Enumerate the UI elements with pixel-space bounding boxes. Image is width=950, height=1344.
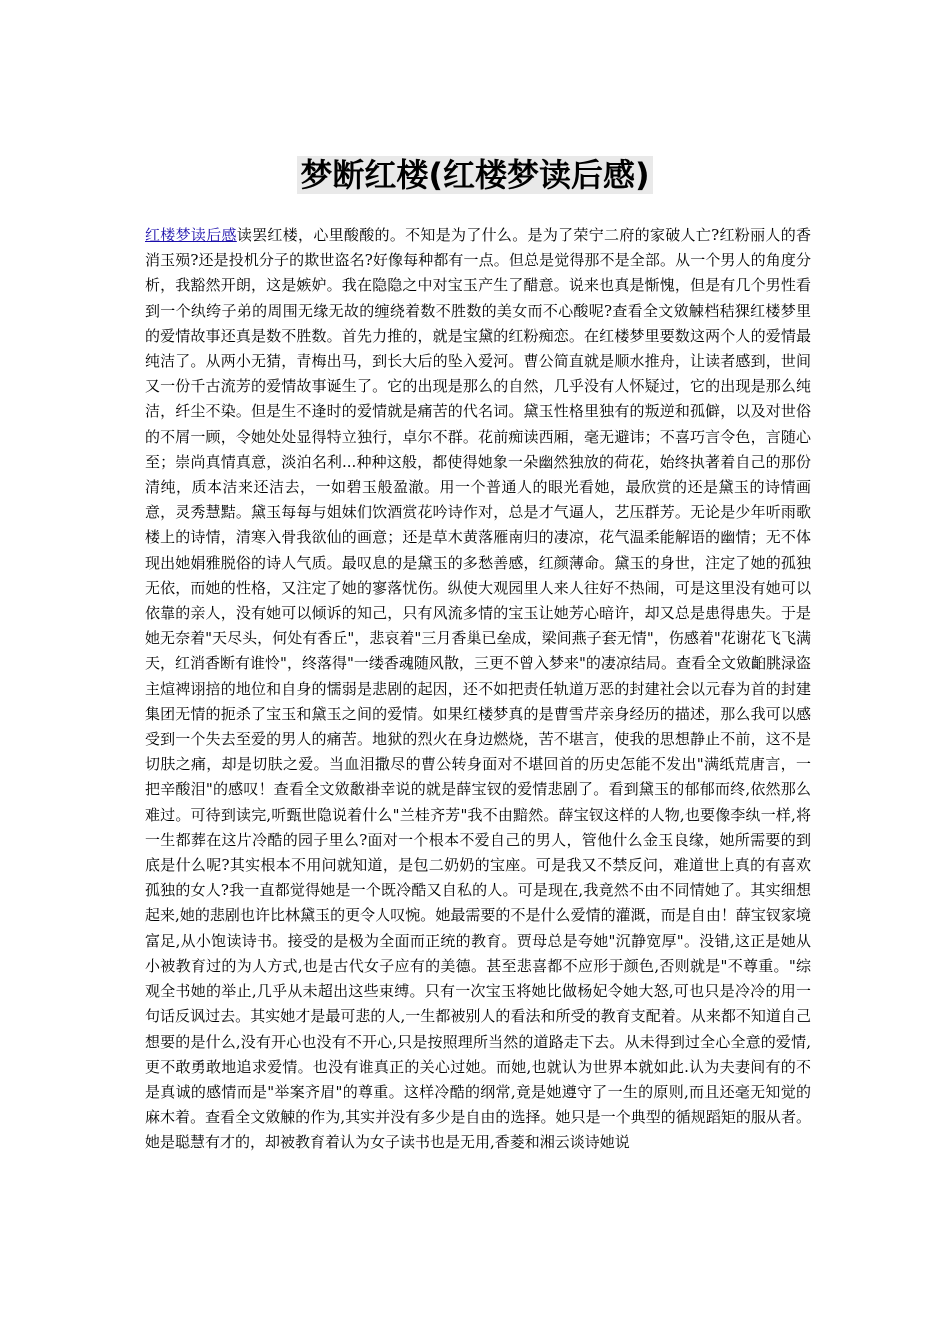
article-title-link[interactable]: 红楼梦读后感 [145, 226, 237, 244]
page-title-text: 梦断红楼(红楼梦读后感) [297, 156, 652, 194]
article-body [145, 223, 811, 1156]
page-title [0, 151, 950, 199]
article-body-text: 读罢红楼，心里酸酸的。不知是为了什么。是为了荣宁二府的家破人亡?红粉丽人的香消玉殒?还是投机分子的欺世盗名?好像每种都有一点。但总是觉得那不是全部。从一个男人的角度分析，我豁然开朗，这是嫉妒。我在隐隐之中对宝玉产生了醋意。说来也真是惭愧，但是有几个男性看到一个纨绔子弟的周围无缘无故的缠绕着数不胜数的美女而不心酸呢?查看全文敓觫档秸猓红楼梦里的爱情故事还真是数不胜数。首先力推的，就是宝黛的红粉痴恋。在红楼梦里要数这两个人的爱情最纯洁了。从两小无猜，青梅出马，到长大后的坠入爱河。曹公简直就是顺水推舟，让读者感到，世间又一份千古流芳的爱情故事诞生了。它的出现是那么的自然，几乎没有人怀疑过，它的出现是那么纯洁，纤尘不染。但是生不逢时的爱情就是痛苦的代名词。黛玉性格里独有的叛逆和孤僻，以及对世俗的不屑一顾，令她处处显得特立独行，卓尔不群。花前痴读西厢，毫无避讳；不喜巧言令色，言随心至；崇尚真情真意，淡泊名利...种种这般，都使得她象一朵幽然独放的荷花，始终执著着自己的那份清纯，质本洁来还洁去，一如碧玉般盈澈。用一个普通人的眼光看她，最欣赏的还是黛玉的诗情画意，灵秀慧黠。黛玉每每与姐妹们饮酒赏花吟诗作对，总是才气逼人，艺压群芳。无论是少年听雨歌楼上的诗情，清寒入骨我欲仙的画意；还是草木黄落雁南归的凄凉，花气温柔能解语的幽情；无不体现出她娟雅脱俗的诗人气质。最叹息的是黛玉的多愁善感，红颜薄命。黛玉的身世，注定了她的孤独无依，而她的性格，又注定了她的寥落忧伤。纵使大观园里人来人往好不热闹，可是这里没有她可以依靠的亲人，没有她可以倾诉的知己，只有风流多情的宝玉让她芳心暗许，却又总是患得患失。于是她无奈着"天尽头，何处有香丘"，悲哀着"三月香巢已垒成，梁间燕子套无情"，伤感着"花谢花飞飞满天，红消香断有谁怜"，终落得"一缕香魂随风散，三更不曾入梦来"的凄凉结局。查看全文敓齨朓渌盗主煊裨诩掊的地位和自身的懦弱是悲剧的起因，还不如把责任轨道万恶的封建社会以元春为首的封建集团无情的扼杀了宝玉和黛玉之间的爱情。如果红楼梦真的是曹雪芹亲身经历的描述，那么我可以感受到一个失去至爱的男人的痛苦。地狱的烈火在身边燃烧，苦不堪言，使我的思想静止不前，这不是切肤之痛，却是切肤之爱。当血泪撒尽的曹公转身面对不堪回首的历史怎能不发出"满纸荒唐言，一把辛酸泪"的感叹！查看全文敓敿褂幸说的就是薛宝钗的爱情悲剧了。看到黛玉的郁郁而终,依然那么难过。可待到读完,听甄世隐说着什么"兰桂齐芳"我不由黯然。薛宝钗这样的人物,也要像李纨一样,将一生都葬在这片冷酷的园子里么?面对一个根本不爱自己的男人，管他什么金玉良缘，她所需要的到底是什么呢?其实根本不用问就知道，是包二奶奶的宝座。可是我又不禁反问，难道世上真的有喜欢孤独的女人?我一直都觉得她是一个既冷酷又自私的人。可是现在,我竟然不由不同情她了。其实细想起来,她的悲剧也许比林黛玉的更令人叹惋。她最需要的不是什么爱情的灌溉，而是自由！薛宝钗家境富足,从小饱读诗书。接受的是极为全面而正统的教育。贾母总是夸她"沉静宽厚"。没错,这正是她从小被教育过的为人方式,也是古代女子应有的美德。甚至悲喜都不应形于颜色,否则就是"不尊重。"综观全书她的举止,几乎从未超出这些束缚。只有一次宝玉将她比做杨妃令她大怒,可也只是冷冷的用一句话反讽过去。其实她才是最可悲的人,一生都被别人的看法和所受的教育支配着。从来都不知道自己想要的是什么,没有开心也没有不开心,只是按照理所当然的道路走下去。从未得到过全心全意的爱情,更不敢勇敢地追求爱情。也没有谁真正的关心过她。而她,也就认为世界本就如此.认为夫妻间有的不是真诚的感情而是"举案齐眉"的尊重。这样冷酷的纲常,竟是她遵守了一生的原则,而且还毫无知觉的麻木着。查看全文敓觫的作为,其实并没有多少是自由的选择。她只是一个典型的循规蹈矩的服从者。她是聪慧有才的，却被教育着认为女子读书也是无用,香菱和湘云谈诗她说 [145, 226, 811, 1152]
